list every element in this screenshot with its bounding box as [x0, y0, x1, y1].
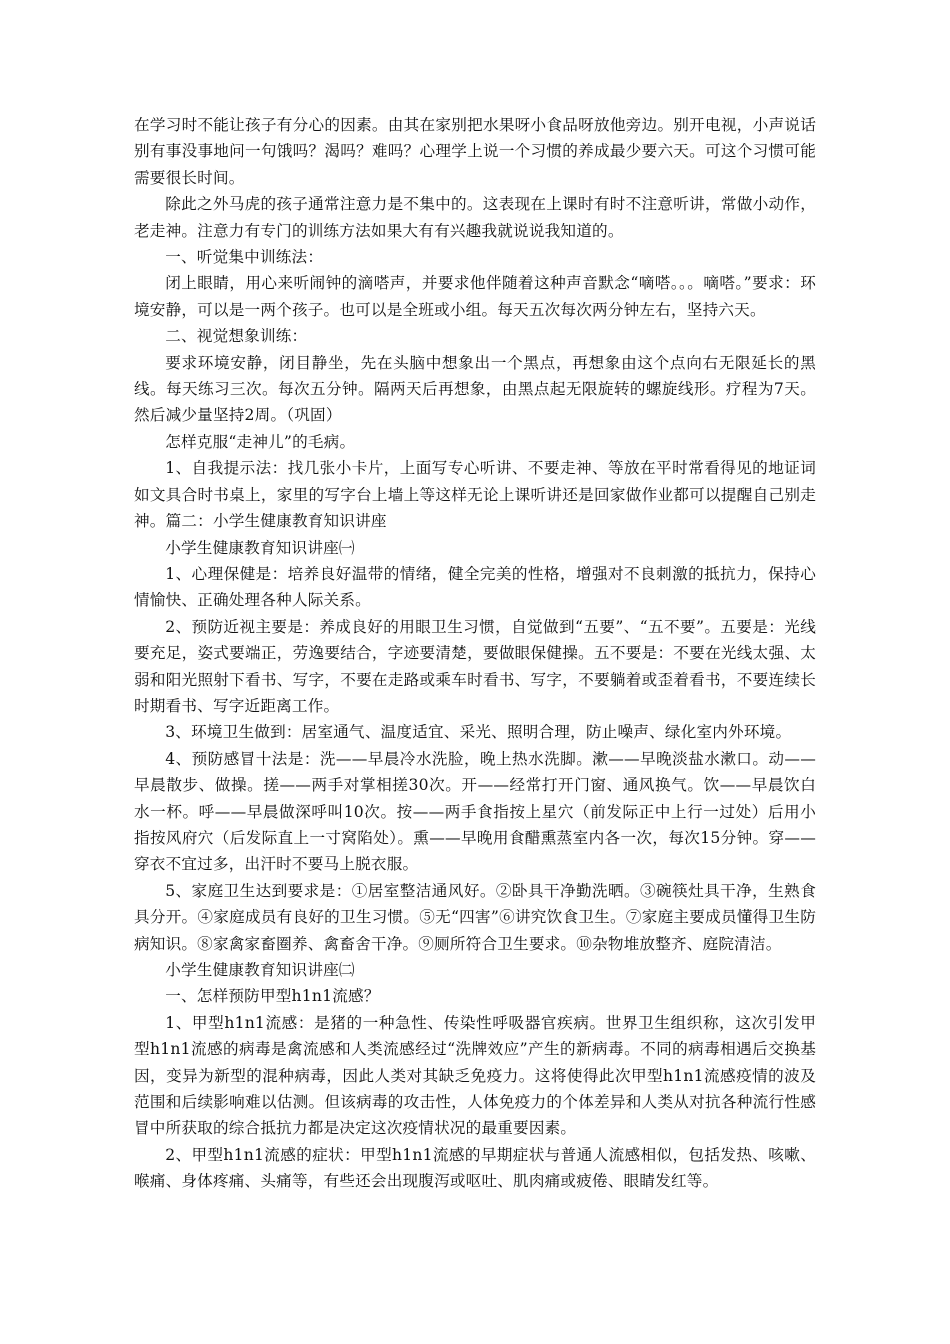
- paragraph: 要求环境安静，闭目静坐，先在头脑中想象出一个黑点，再想象由这个点向右无限延长的黑线。每天练习三次。每次五分钟。隔两天后再想象，由黑点起无限旋转的螺旋线形。疗程为7天。然后减少量坚持2周。（巩固）: [134, 353, 816, 425]
- paragraph: 在学习时不能让孩子有分心的因素。由其在家别把水果呀小食品呀放他旁边。别开电视，小声说话别有事没事地问一句饿吗？渴吗？难吗？心理学上说一个习惯的养成最少要六天。可这个习惯可能需要很长时间。: [134, 116, 816, 187]
- paragraph: 除此之外马虎的孩子通常注意力是不集中的。这表现在上课时有时不注意听讲，常做小动作，老走神。注意力有专门的训练方法如果大有有兴趣我就说说我知道的。: [134, 195, 816, 240]
- paragraph: 1、自我提示法：找几张小卡片，上面写专心听讲、不要走神、等放在平时常看得见的地证词如文具合时书桌上，家里的写字台上墙上等这样无论上课听讲还是回家做作业都可以提醒自己别走神。篇二：小学生健康教育知识讲座: [134, 459, 816, 531]
- paragraph: 小学生健康教育知识讲座㈠: [165, 538, 355, 557]
- paragraph: 1、心理保健是：培养良好温带的情绪，健全完美的性格，增强对不良刺激的抵抗力，保持心情愉快、正确处理各种人际关系。: [134, 564, 816, 610]
- paragraph: 5、家庭卫生达到要求是：①居室整洁通风好。②卧具干净勤洗晒。③碗筷灶具干净，生熟食具分开。④家庭成员有良好的卫生习惯。⑤无“四害”⑥讲究饮食卫生。⑦家庭主要成员懂得卫生防病知识。⑧家禽家畜圈养、禽畜舍干净。⑨厕所符合卫生要求。⑩杂物堆放整齐、庭院清洁。: [134, 881, 816, 953]
- paragraph: 3、环境卫生做到：居室通气、温度适宜、采光、照明合理，防止噪声、绿化室内外环境。: [165, 723, 792, 742]
- paragraph: 小学生健康教育知识讲座㈡: [165, 961, 355, 979]
- paragraph: 1、甲型h1n1流感：是猪的一种急性、传染性呼吸器官疾病。世界卫生组织称，这次引发甲型h1n1流感的病毒是禽流感和人类流感经过“洗牌效应”产生的新病毒。不同的病毒相遇后交换基因，变异为新型的混种病毒，因此人类对其缺乏免疫力。这将使得此次甲型h1n1流感疫情的波及范围和后续影响难以估测。但该病毒的攻击性，人体免疫力的个体差异和人类从对抗各种流行性感冒中所获取的综合抵抗力都是决定这次疫情状况的最重要因素。: [134, 1013, 816, 1138]
- paragraph: 2、预防近视主要是：养成良好的用眼卫生习惯，自觉做到“五要”、“五不要”。五要是：光线要充足，姿式要端正，劳逸要结合，字迹要清楚，要做眼保健操。五不要是：不要在光线太强、太弱和阳光照射下看书、写字，不要在走路或乘车时看书、写字，不要躺着或歪着看书，不要连续长时期看书、写字近距离工作。: [134, 617, 816, 715]
- paragraph: 怎样克服“走神儿”的毛病。: [165, 432, 356, 451]
- document-body: [134, 112, 816, 1195]
- paragraph: 闭上眼睛，用心来听闹钟的滴嗒声，并要求他伴随着这种声音默念“嘀嗒。。。嘀嗒。”要求：环境安静，可以是一两个孩子。也可以是全班或小组。每天五次每次两分钟左右，坚持六天。: [134, 274, 816, 319]
- paragraph: 2、甲型h1n1流感的症状：甲型h1n1流感的早期症状与普通人流感相似，包括发热、咳嗽、喉痛、身体疼痛、头痛等，有些还会出现腹泻或呕吐、肌肉痛或疲倦、眼睛发红等。: [134, 1145, 816, 1191]
- paragraph: 二、视觉想象训练：: [165, 327, 308, 346]
- paragraph: 一、怎样预防甲型h1n1流感？: [165, 987, 380, 1006]
- paragraph: 4、预防感冒十法是：洗——早晨冷水洗脸，晚上热水洗脚。漱——早晚淡盐水漱口。动——早晨散步、做操。搓——两手对掌相搓30次。开——经常打开门窗、通风换气。饮——早晨饮白水一杯。呼——早晨做深呼叫10次。按——两手食指按上星穴（前发际正中上行一过处）后用小指按风府穴（后发际直上一寸窝陷处）。熏——早晚用食醋熏蒸室内各一次，每次15分钟。穿——穿衣不宜过多，出汗时不要马上脱衣服。: [134, 749, 816, 874]
- paragraph: 一、听觉集中训练法：: [165, 248, 324, 267]
